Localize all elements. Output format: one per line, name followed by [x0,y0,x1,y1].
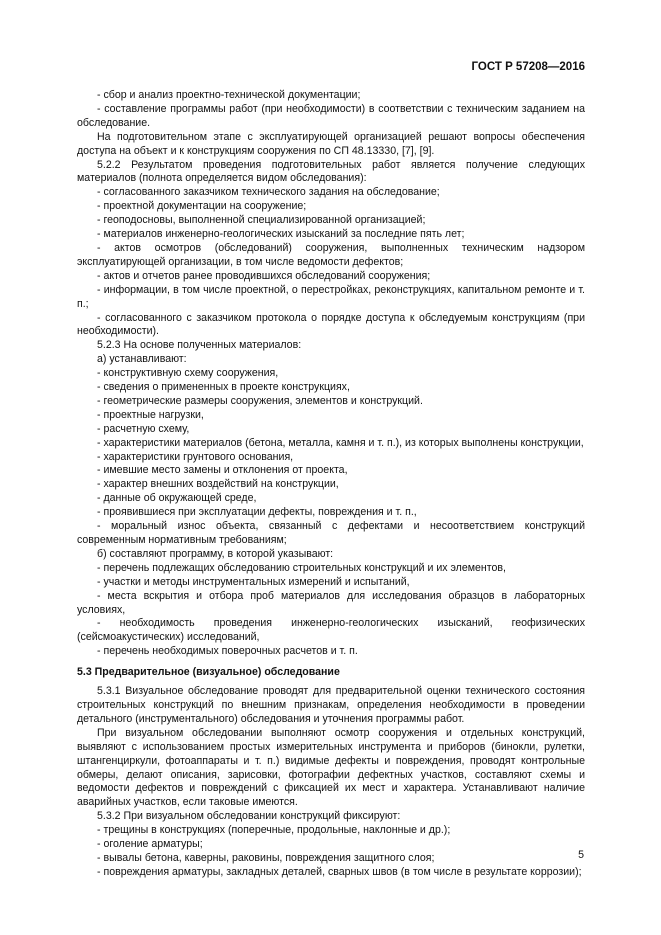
list-item: - материалов инженерно-геологических изысканий за последние пять лет; [97,228,465,241]
paragraph: 5.3.2 При визуальном обследовании конструкций фиксируют: [97,810,401,823]
list-item: - оголение арматуры; [97,838,203,851]
list-item: - перечень подлежащих обследованию строительных конструкций и их элементов, [97,561,506,574]
list-item: - проявившиеся при эксплуатации дефекты, повреждения и т. п., [97,506,417,519]
list-item: - геоподосновы, выполненной специализированной организацией; [97,214,426,227]
list-item: - проектной документации на сооружение; [97,200,307,213]
paragraph: 5.2.2 Результатом проведения подготовительных работ является получение следующих материалов (полнота определяется видом обследования): [77,158,585,185]
list-item: - проектные нагрузки, [97,408,204,421]
section-heading: 5.3 Предварительное (визуальное) обследование [77,666,340,679]
document-header: ГОСТ Р 57208—2016 [471,61,585,73]
list-item: - участки и методы инструментальных измерений и испытаний, [97,575,410,588]
list-item: - сведения о примененных в проекте конструкциях, [97,381,350,394]
list-item: - вывалы бетона, каверны, раковины, повреждения защитного слоя; [97,851,435,864]
list-item: - характеристики грунтового основания, [97,450,294,463]
list-item: - конструктивную схему сооружения, [97,367,279,380]
list-item: - повреждения арматуры, закладных деталей, сварных швов (в том числе в результате коррозии); [97,865,582,878]
list-item: - места вскрытия и отбора проб материалов для исследования образцов в лабораторных условиях, [77,589,585,616]
list-item: б) составляют программу, в которой указывают: [97,547,334,560]
paragraph: 5.3.1 Визуальное обследование проводят для предварительной оценки технического состояния строительных конструкций по внешним признакам, определения необходимости в проведении детального (инструментального) обследования и уточнения программы работ. [77,685,585,725]
list-item: - моральный износ объекта, связанный с дефектами и несоответствием конструкций современным нормативным требованиям; [77,520,585,546]
paragraph: 5.2.3 На основе полученных материалов: [97,339,302,352]
list-item: - актов и отчетов ранее проводившихся обследований сооружения; [97,269,431,282]
list-item: - трещины в конструкциях (поперечные, продольные, наклонные и др.); [97,824,451,837]
paragraph: На подготовительном этапе с эксплуатирующей организацией решают вопросы обеспечения доступа на объект и к конструкциям сооружения по СП 48.13330, [7], [9]. [77,130,585,157]
list-item: - согласованного заказчиком технического задания на обследование; [97,186,440,199]
paragraph: При визуальном обследовании выполняют осмотр сооружения и отдельных конструкций, выявляют с использованием простых измерительных инструмента и приборов (бинокли, рулетки, штангенциркули, фотоаппараты и т. п.) видимые дефекты и повреждения, проводят контрольные обмеры, делают описания, зарисовки, фотографии дефектных участков, составляют схемы и ведомости дефектов и повреждений с фиксацией их мест и характера. Устанавливают наличие аварийных участков, если таковые имеются. [77,726,585,809]
list-item: а) устанавливают: [97,353,187,366]
list-item: - данные об окружающей среде, [97,492,257,505]
list-item: - характер внешних воздействий на конструкции, [97,478,339,491]
list-item: - характеристики материалов (бетона, металла, камня и т. п.), из которых выполнены конструкции, [97,436,584,449]
page-number: 5 [578,849,584,861]
list-item: - перечень необходимых поверочных расчетов и т. п. [97,645,358,658]
list-item: - расчетную схему, [97,422,190,435]
list-item: - информации, в том числе проектной, о перестройках, реконструкциях, капитальном ремонте и т. п.; [77,283,585,310]
paragraph: - составление программы работ (при необходимости) в соответствии с техническим заданием на обследование. [77,102,585,129]
list-item: - геометрические размеры сооружения, элементов и конструкций. [97,394,423,407]
list-item: - актов осмотров (обследований) сооружения, выполненных техническим надзором эксплуатирующей организации, в том числе ведомости дефектов; [77,241,585,268]
paragraph: - сбор и анализ проектно-технической документации; [97,89,361,101]
list-item: - необходимость проведения инженерно-геологических изысканий, геофизических (сейсмоакустических) исследований, [77,617,585,644]
list-item: - согласованного с заказчиком протокола о порядке доступа к обследуемым конструкциям (при необходимости). [77,311,585,338]
list-item: - имевшие место замены и отклонения от проекта, [97,464,348,477]
document-body [77,89,585,880]
